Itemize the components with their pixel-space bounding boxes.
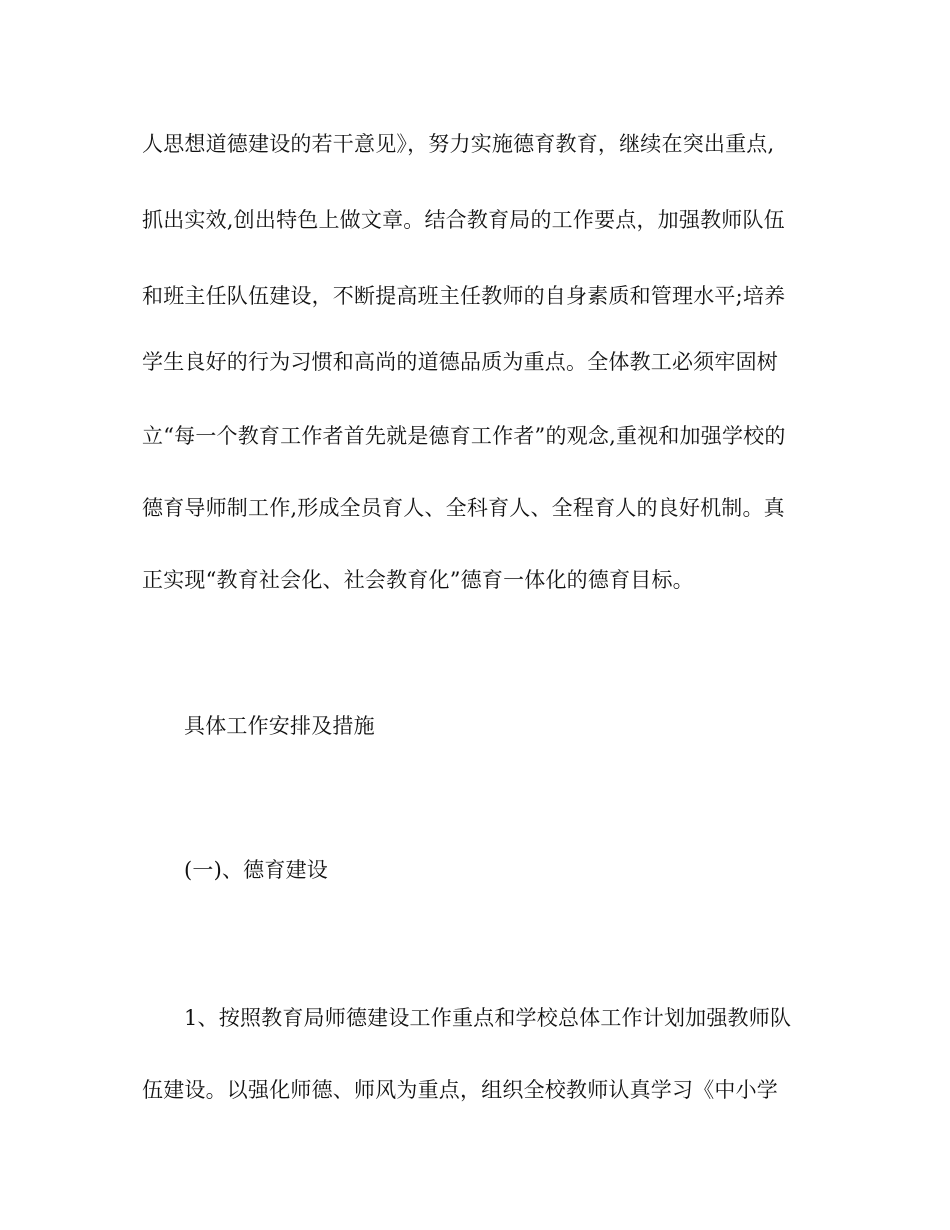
paragraph-line: 和班主任队伍建设，不断提高班主任教师的自身素质和管理水平;培养 (142, 284, 786, 308)
paragraph-line: 德育导师制工作,形成全员育人、全科育人、全程育人的良好机制。真 (142, 496, 785, 520)
paragraph-line: 正实现“教育社会化、社会教育化”德育一体化的德育目标。 (142, 568, 694, 592)
subsection-heading: (一)、德育建设 (184, 858, 328, 882)
paragraph-line: 立“每一个教育工作者首先就是德育工作者”的观念,重视和加强学校的 (142, 424, 786, 448)
section-heading: 具体工作安排及措施 (184, 714, 375, 738)
paragraph-line: 1、按照教育局师德建设工作重点和学校总体工作计划加强教师队 (184, 1006, 792, 1030)
paragraph-line: 学生良好的行为习惯和高尚的道德品质为重点。全体教工必须牢固树 (142, 350, 778, 374)
paragraph-line: 抓出实效,创出特色上做文章。结合教育局的工作要点，加强教师队伍 (142, 208, 785, 232)
paragraph-line: 人思想道德建设的若干意见》，努力实施德育教育，继续在突出重点, (142, 132, 775, 156)
paragraph-line: 伍建设。以强化师德、师风为重点，组织全校教师认真学习《中小学 (142, 1078, 778, 1102)
